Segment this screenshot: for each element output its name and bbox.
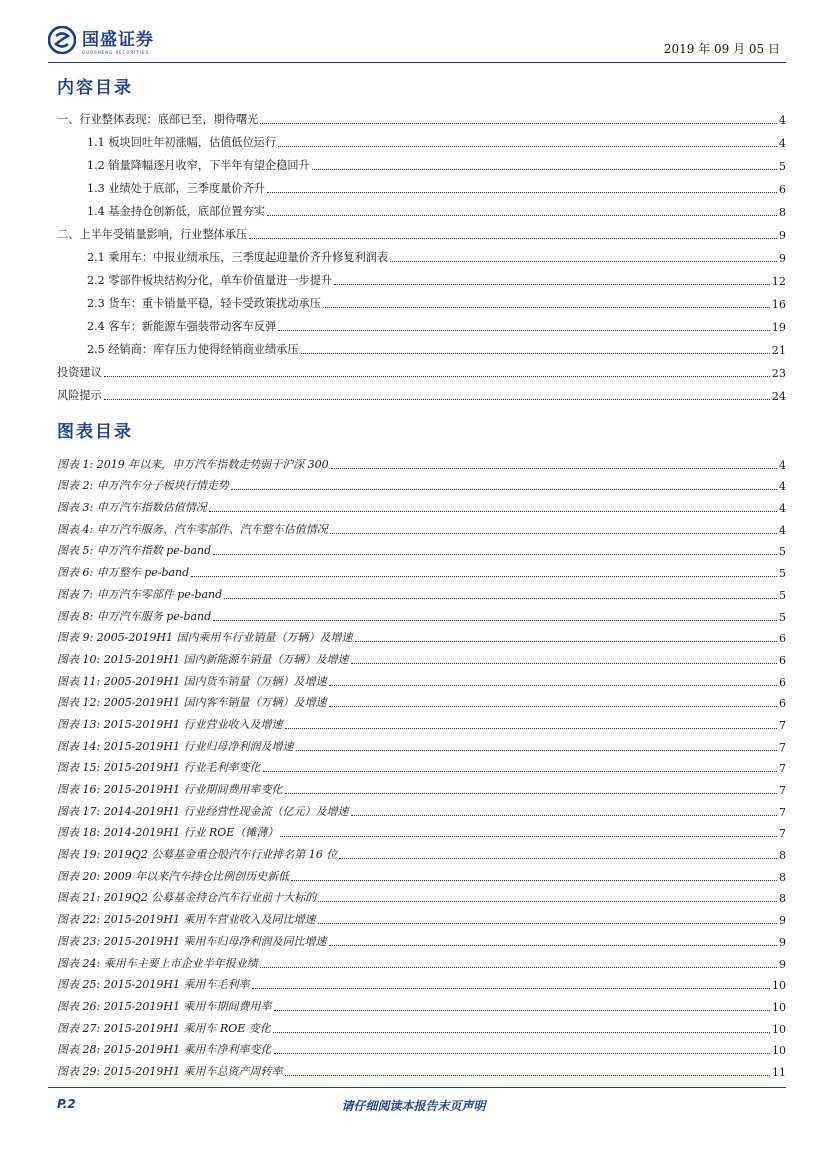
dot-leader: [331, 468, 777, 469]
dot-leader: [191, 576, 777, 577]
contents-list: [57, 104, 786, 403]
figure-entry[interactable]: [57, 667, 786, 689]
dot-leader: [231, 489, 777, 490]
toc-entry[interactable]: [57, 219, 786, 242]
dot-leader: [330, 533, 777, 534]
figure-entry-title: 图表 1: 2019 年以来，申万汽车指数走势弱于沪深 300: [57, 457, 329, 471]
figure-entry[interactable]: [57, 580, 786, 602]
figure-entry[interactable]: [57, 689, 786, 711]
dot-leader: [252, 988, 771, 989]
toc-entry-page: 6: [778, 183, 786, 196]
toc-entry[interactable]: [57, 380, 786, 403]
dot-leader: [209, 511, 777, 512]
figure-entry[interactable]: [57, 754, 786, 776]
page-number: P.2: [57, 1097, 76, 1111]
figure-entry-page: 8: [779, 870, 786, 884]
toc-entry-title: 1.4 基金持仓创新低，底部位置夯实: [87, 205, 265, 218]
figure-entry-page: 4: [779, 458, 786, 472]
figure-entry-page: 9: [779, 935, 786, 949]
figure-entry[interactable]: [57, 905, 786, 927]
toc-entry[interactable]: [57, 334, 786, 357]
toc-entry-title: 1.1 板块回吐年初涨幅，估值低位运行: [87, 136, 277, 149]
figure-entry-title: 图表 15: 2015-2019H1 行业毛利率变化: [57, 761, 261, 775]
toc-entry[interactable]: [57, 127, 786, 150]
dot-leader: [285, 793, 778, 794]
figure-entry-page: 6: [779, 675, 786, 689]
dot-leader: [104, 399, 770, 400]
dot-leader: [260, 967, 777, 968]
figure-entry[interactable]: [57, 493, 786, 515]
figure-entry[interactable]: [57, 515, 786, 537]
toc-entry[interactable]: [57, 150, 786, 173]
figure-entry[interactable]: [57, 624, 786, 646]
toc-entry[interactable]: [57, 265, 786, 288]
toc-entry-title: 二、上半年受销量影响，行业整体承压: [57, 228, 248, 241]
figure-entry[interactable]: [57, 992, 786, 1014]
figure-entry-page: 9: [779, 957, 786, 971]
figure-entry-title: 图表 11: 2005-2019H1 国内货车销量（万辆）及增速: [57, 674, 327, 688]
dot-leader: [267, 192, 777, 193]
dot-leader: [224, 598, 777, 599]
figure-entry-page: 6: [779, 697, 786, 711]
dot-leader: [318, 901, 777, 902]
toc-entry-page: 8: [778, 206, 786, 219]
figure-entry[interactable]: [57, 472, 786, 494]
figure-entry[interactable]: [57, 775, 786, 797]
figure-entry[interactable]: [57, 927, 786, 949]
toc-entry-page: 5: [778, 160, 786, 173]
figure-entry-page: 8: [779, 849, 786, 863]
figure-entry-title: 图表 18: 2014-2019H1 行业 ROE（摊薄）: [57, 826, 279, 840]
figure-entry-title: 图表 3: 申万汽车指数估值情况: [57, 501, 207, 515]
page-header: [48, 26, 786, 60]
toc-entry-title: 投资建议: [57, 366, 102, 379]
figure-entry[interactable]: [57, 819, 786, 841]
dot-leader: [301, 353, 770, 354]
figure-entry-page: 6: [779, 632, 786, 646]
header-divider: [48, 62, 786, 63]
dot-leader: [213, 554, 777, 555]
figure-entry[interactable]: [57, 537, 786, 559]
figure-entry-page: 5: [779, 545, 786, 559]
footer-disclaimer: 请仔细阅读本报告末页声明: [341, 1099, 486, 1113]
figure-entry-page: 4: [779, 502, 786, 516]
toc-entry-title: 风险提示: [57, 389, 102, 402]
dot-leader: [355, 641, 778, 642]
toc-entry[interactable]: [57, 173, 786, 196]
guosheng-logo-icon: [48, 26, 76, 54]
figures-list: [57, 450, 786, 1079]
toc-entry-page: 12: [771, 275, 786, 288]
figure-entry-title: 图表 12: 2005-2019H1 国内客车销量（万辆）及增速: [57, 696, 327, 710]
toc-entry-page: 9: [778, 252, 786, 265]
contents-title: 内容目录: [57, 78, 133, 98]
toc-entry[interactable]: [57, 288, 786, 311]
figure-entry-title: 图表 23: 2015-2019H1 乘用车归母净利润及同比增速: [57, 934, 327, 948]
dot-leader: [274, 1010, 771, 1011]
toc-entry-title: 2.4 客车：新能源车强装带动客车反弹: [87, 320, 277, 333]
dot-leader: [274, 1053, 771, 1054]
report-date: 2019 年 09 月 05 日: [663, 42, 780, 56]
figure-entry-page: 10: [772, 1044, 786, 1058]
figure-entry[interactable]: [57, 710, 786, 732]
dot-leader: [273, 1032, 770, 1033]
toc-entry-page: 23: [771, 367, 786, 380]
dot-leader: [267, 215, 777, 216]
toc-entry[interactable]: [57, 357, 786, 380]
figure-entry-title: 图表 5: 申万汽车指数 pe-band: [57, 544, 212, 558]
figure-entry[interactable]: [57, 949, 786, 971]
figure-entry-title: 图表 21: 2019Q2 公募基金持仓汽车行业前十大标的: [57, 891, 317, 905]
figure-entry-page: 9: [779, 914, 786, 928]
figure-entry-title: 图表 25: 2015-2019H1 乘用车毛利率: [57, 978, 250, 992]
figure-entry-title: 图表 10: 2015-2019H1 国内新能源车销量（万辆）及增速: [57, 652, 349, 666]
dot-leader: [390, 261, 777, 262]
dot-leader: [329, 945, 778, 946]
toc-entry-title: 2.2 零部件板块结构分化，单车价值量进一步提升: [87, 274, 333, 287]
figure-entry[interactable]: [57, 797, 786, 819]
dot-leader: [285, 728, 778, 729]
dot-leader: [296, 750, 778, 751]
dot-leader: [329, 685, 778, 686]
figure-entry[interactable]: [57, 732, 786, 754]
toc-entry[interactable]: [57, 242, 786, 265]
figure-entry-title: 图表 22: 2015-2019H1 乘用车营业收入及同比增速: [57, 913, 316, 927]
figure-entry-title: 图表 26: 2015-2019H1 乘用车期间费用率: [57, 999, 272, 1013]
figure-entry-page: 11: [772, 1065, 786, 1079]
figure-entry-title: 图表 6: 申万整车 pe-band: [57, 566, 190, 580]
figure-entry[interactable]: [57, 840, 786, 862]
toc-entry-page: 4: [778, 137, 786, 150]
dot-leader: [318, 923, 778, 924]
toc-entry-title: 2.3 货车：重卡销量平稳，轻卡受政策扰动承压: [87, 297, 321, 310]
logo-subtext: GUOSHENG SECURITIES: [82, 50, 150, 55]
figure-entry-page: 10: [772, 1022, 786, 1036]
figure-entry[interactable]: [57, 862, 786, 884]
dot-leader: [104, 376, 770, 377]
figure-entry-title: 图表 16: 2015-2019H1 行业期间费用率变化: [57, 783, 283, 796]
figure-entry[interactable]: [57, 1036, 786, 1058]
figure-entry[interactable]: [57, 450, 786, 472]
figure-entry-title: 图表 8: 申万汽车服务 pe-band: [57, 609, 212, 623]
dot-leader: [278, 330, 770, 331]
figure-entry-title: 图表 24: 乘用车主要上市企业半年报业绩: [57, 956, 258, 970]
figure-entry-page: 6: [779, 653, 786, 667]
figure-entry-page: 7: [779, 805, 786, 819]
dot-leader: [291, 880, 777, 881]
figure-entry-title: 图表 19: 2019Q2 公募基金重仓股汽车行业排名第 16 位: [57, 848, 338, 862]
toc-entry[interactable]: [57, 311, 786, 334]
figure-entry-page: 10: [772, 979, 786, 993]
figure-entry[interactable]: [57, 602, 786, 624]
dot-leader: [213, 620, 777, 621]
figure-entry-page: 8: [779, 892, 786, 906]
dot-leader: [334, 284, 770, 285]
figure-entry-title: 图表 28: 2015-2019H1 乘用车净利率变化: [57, 1043, 272, 1057]
figure-entry-page: 5: [779, 610, 786, 624]
figure-entry-title: 图表 2: 申万汽车分子板块行情走势: [57, 479, 229, 493]
figure-entry-page: 10: [772, 1000, 786, 1014]
dot-leader: [323, 307, 770, 308]
toc-entry-title: 1.2 销量降幅逐月收窄，下半年有望企稳回升: [87, 159, 310, 172]
dot-leader: [351, 815, 778, 816]
figure-entry-title: 图表 4: 申万汽车服务、汽车零部件、汽车整车估值情况: [57, 522, 328, 536]
figure-entry-title: 图表 29: 2015-2019H1 乘用车总资产周转率: [57, 1064, 283, 1078]
toc-entry[interactable]: [57, 104, 786, 127]
figure-entry-page: 5: [779, 567, 786, 581]
toc-entry-page: 21: [771, 344, 786, 357]
toc-entry-title: 2.1 乘用车：中报业绩承压，三季度起迎量价齐升修复利润表: [87, 251, 389, 264]
logo-text: 国盛证券: [82, 29, 154, 50]
toc-entry-page: 24: [771, 390, 786, 403]
figure-entry-title: 图表 27: 2015-2019H1 乘用车 ROE 变化: [57, 1021, 271, 1035]
dot-leader: [280, 836, 777, 837]
figure-entry-page: 7: [779, 762, 786, 776]
toc-entry-title: 2.5 经销商：库存压力使得经销商业绩承压: [87, 343, 299, 356]
figure-entry-title: 图表 20: 2009 年以来汽车持仓比例创历史新低: [57, 869, 290, 883]
figure-entry-title: 图表 14: 2015-2019H1 行业归母净利润及增速: [57, 739, 294, 753]
figure-entry-page: 7: [779, 827, 786, 841]
toc-entry-title: 1.3 业绩处于底部，三季度量价齐升: [87, 182, 265, 195]
figure-entry-title: 图表 13: 2015-2019H1 行业营业收入及增速: [57, 717, 283, 731]
figure-entry[interactable]: [57, 558, 786, 580]
dot-leader: [278, 146, 777, 147]
figure-entry[interactable]: [57, 971, 786, 993]
figure-entry[interactable]: [57, 1014, 786, 1036]
figure-entry-page: 7: [779, 784, 786, 797]
figure-entry-page: 4: [779, 480, 786, 494]
dot-leader: [285, 1075, 771, 1076]
dot-leader: [339, 858, 777, 859]
toc-entry-page: 4: [778, 114, 786, 127]
dot-leader: [312, 169, 777, 170]
dot-leader: [260, 123, 776, 124]
dot-leader: [263, 771, 778, 772]
figure-entry[interactable]: [57, 1057, 786, 1079]
toc-entry-page: 16: [771, 298, 786, 311]
figure-entry-page: 4: [779, 523, 786, 537]
dot-leader: [329, 706, 778, 707]
footer-divider: [48, 1087, 786, 1088]
figure-entry-title: 图表 17: 2014-2019H1 行业经营性现金流（亿元）及增速: [57, 804, 349, 818]
dot-leader: [351, 663, 778, 664]
figure-entry-title: 图表 9: 2005-2019H1 国内乘用车行业销量（万辆）及增速: [57, 631, 353, 645]
toc-entry-title: 一、行业整体表现：底部已至，期待曙光: [57, 113, 259, 126]
figure-entry-page: 5: [779, 588, 786, 602]
toc-entry-page: 19: [771, 321, 786, 334]
figure-entry-title: 图表 7: 申万汽车零部件 pe-band: [57, 587, 223, 601]
dot-leader: [249, 238, 777, 239]
toc-entry-page: 9: [778, 229, 786, 242]
figure-entry[interactable]: [57, 645, 786, 667]
figures-title: 图表目录: [57, 422, 133, 442]
figure-entry[interactable]: [57, 884, 786, 906]
toc-entry[interactable]: [57, 196, 786, 219]
figure-entry-page: 7: [779, 740, 786, 754]
figure-entry-page: 7: [779, 718, 786, 732]
